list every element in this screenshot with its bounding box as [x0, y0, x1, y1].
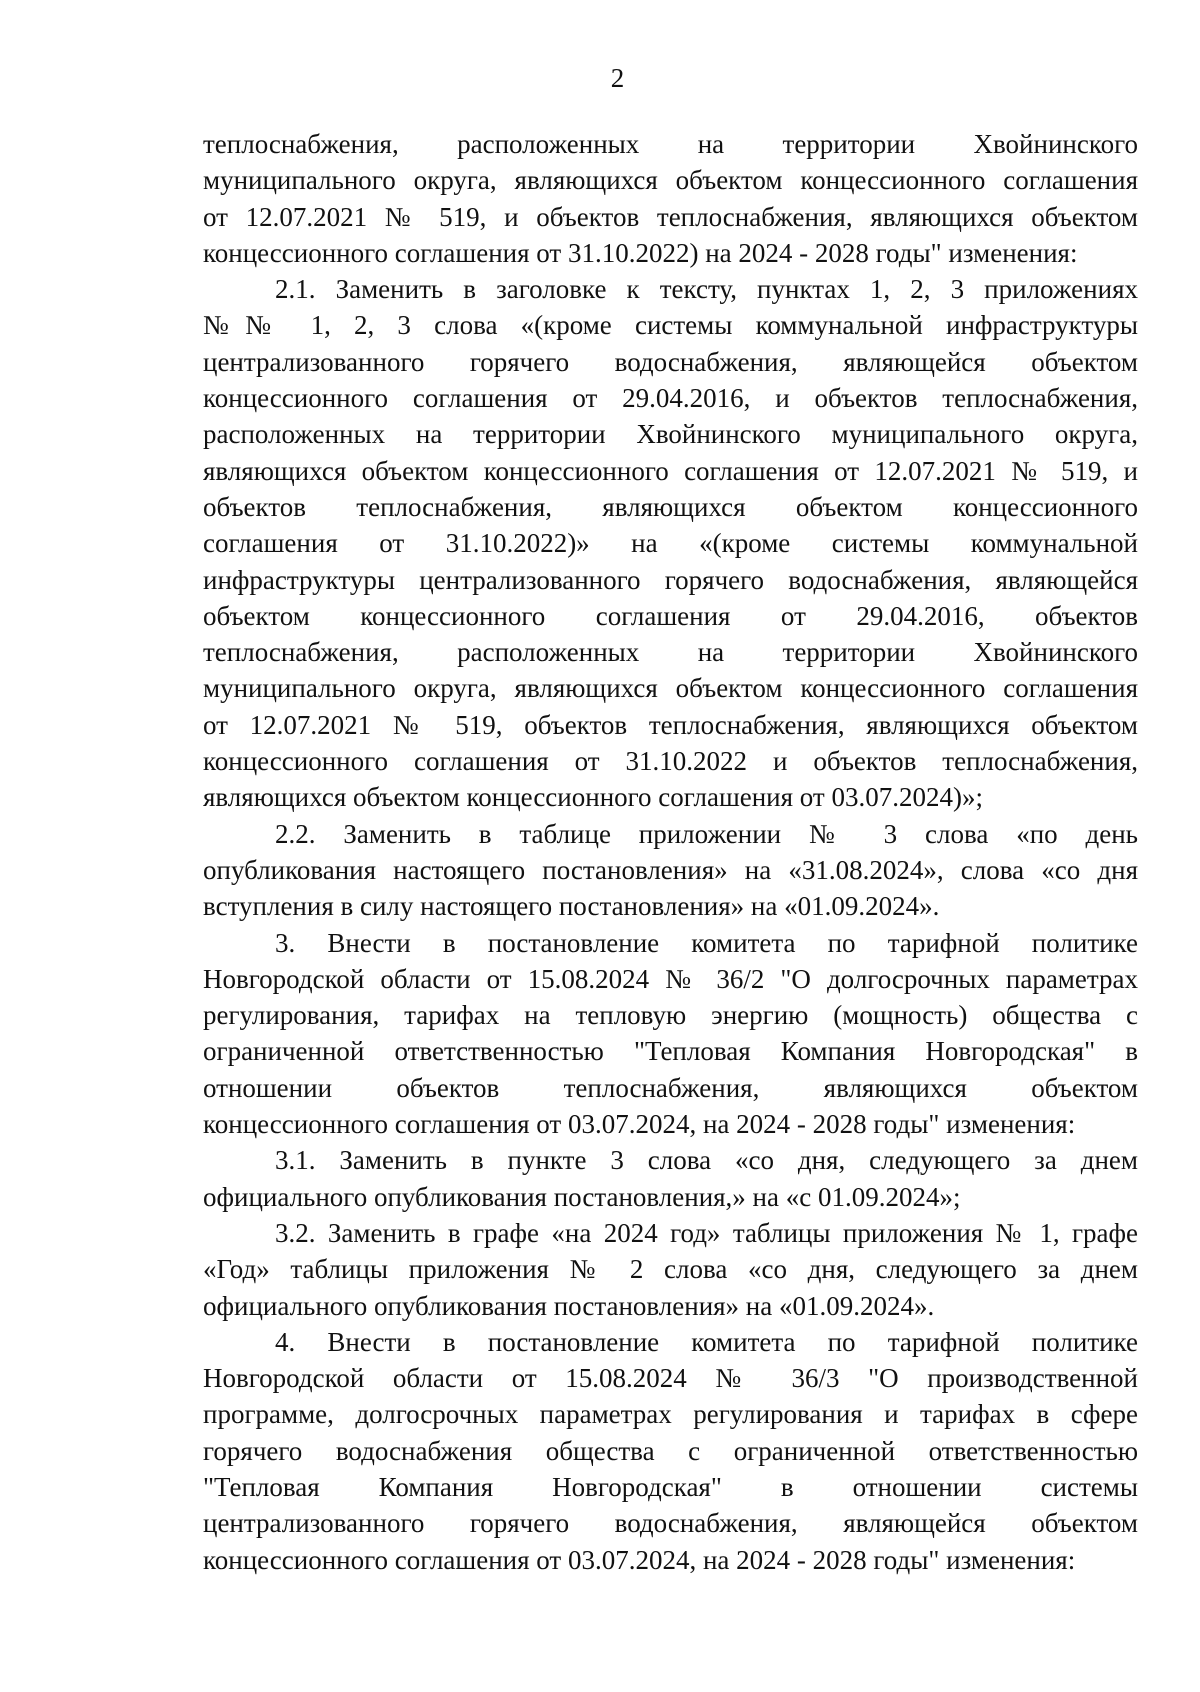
text-line: централизованного горячего водоснабжения, являющейся объектом: [203, 1508, 1138, 1539]
text-line: концессионного соглашения от 29.04.2016, и объектов теплоснабжения,: [203, 383, 1138, 414]
text-line: муниципального округа, являющихся объектом концессионного соглашения: [203, 673, 1138, 704]
text-line: 3. Внести в постановление комитета по тарифной политике: [275, 927, 1138, 958]
paragraph-3-2: [203, 1215, 1138, 1324]
paragraph-4: [203, 1324, 1138, 1578]
text-line: теплоснабжения, расположенных на территории Хвойнинского: [203, 637, 1138, 668]
text-line: горячего водоснабжения общества с ограниченной ответственностью: [203, 1435, 1138, 1466]
text-line: регулирования, тарифах на тепловую энергию (мощность) общества с: [203, 1000, 1138, 1031]
text-line: от 12.07.2021 № 519, и объектов теплоснабжения, являющихся объектом: [203, 201, 1138, 232]
text-line: "Тепловая Компания Новгородская" в отношении системы: [203, 1471, 1138, 1502]
text-line: теплоснабжения, расположенных на территории Хвойнинского: [203, 129, 1138, 159]
text-line: Новгородской области от 15.08.2024 № 36/3 "О производственной: [203, 1363, 1138, 1394]
text-line: 4. Внести в постановление комитета по тарифной политике: [275, 1326, 1138, 1357]
text-line: являющихся объектом концессионного соглашения от 03.07.2024)»;: [203, 782, 983, 813]
text-line: 2.1. Заменить в заголовке к тексту, пунктах 1, 2, 3 приложениях: [275, 274, 1138, 305]
text-line: ограниченной ответственностью "Тепловая Компания Новгородская" в: [203, 1036, 1138, 1067]
text-line: вступления в силу настоящего постановления» на «01.09.2024».: [203, 891, 940, 922]
paragraph-2-2: [203, 816, 1138, 925]
text-line: опубликования настоящего постановления» на «31.08.2024», слова «со дня: [203, 854, 1138, 885]
text-line: концессионного соглашения от 03.07.2024, на 2024 - 2028 годы" изменения:: [203, 1544, 1076, 1575]
text-line: концессионного соглашения от 31.10.2022 и объектов теплоснабжения,: [203, 746, 1138, 777]
text-line: объектом концессионного соглашения от 29.04.2016, объектов: [203, 600, 1138, 631]
text-line: от 12.07.2021 № 519, объектов теплоснабжения, являющихся объектом: [203, 709, 1138, 740]
text-line: муниципального округа, являющихся объектом концессионного соглашения: [203, 165, 1138, 196]
document-body: [203, 126, 1138, 1578]
text-line: программе, долгосрочных параметрах регулирования и тарифах в сфере: [203, 1399, 1138, 1430]
paragraph-continuation: [203, 126, 1138, 271]
text-line: отношении объектов теплоснабжения, являющихся объектом: [203, 1072, 1138, 1103]
text-line: соглашения от 31.10.2022)» на «(кроме системы коммунальной: [203, 528, 1138, 559]
page-number: 2: [610, 63, 625, 93]
text-line: концессионного соглашения от 03.07.2024, на 2024 - 2028 годы" изменения:: [203, 1109, 1076, 1140]
text-line: 2.2. Заменить в таблице приложении № 3 слова «по день: [275, 818, 1138, 849]
text-line: инфраструктуры централизованного горячего водоснабжения, являющейся: [203, 564, 1138, 595]
text-line: централизованного горячего водоснабжения, являющейся объектом: [203, 346, 1138, 377]
paragraph-3: [203, 925, 1138, 1143]
text-line: 3.1. Заменить в пункте 3 слова «со дня, следующего за днем: [275, 1145, 1138, 1176]
text-line: №№ 1, 2, 3 слова «(кроме системы коммунальной инфраструктуры: [203, 310, 1138, 341]
text-line: Новгородской области от 15.08.2024 № 36/2 "О долгосрочных параметрах: [203, 963, 1138, 994]
text-line: «Год» таблицы приложения № 2 слова «со дня, следующего за днем: [203, 1254, 1138, 1285]
text-line: концессионного соглашения от 31.10.2022) на 2024 - 2028 годы" изменения:: [203, 237, 1078, 268]
paragraph-2-1: [203, 271, 1138, 815]
text-line: 3.2. Заменить в графе «на 2024 год» таблицы приложения № 1, графе: [275, 1217, 1138, 1248]
text-line: официального опубликования постановления» на «01.09.2024».: [203, 1290, 935, 1321]
text-line: объектов теплоснабжения, являющихся объектом концессионного: [203, 491, 1138, 522]
paragraph-3-1: [203, 1142, 1138, 1215]
text-line: официального опубликования постановления,» на «с 01.09.2024»;: [203, 1181, 961, 1212]
text-line: расположенных на территории Хвойнинского муниципального округа,: [203, 419, 1138, 450]
text-line: являющихся объектом концессионного соглашения от 12.07.2021 № 519, и: [203, 455, 1138, 486]
